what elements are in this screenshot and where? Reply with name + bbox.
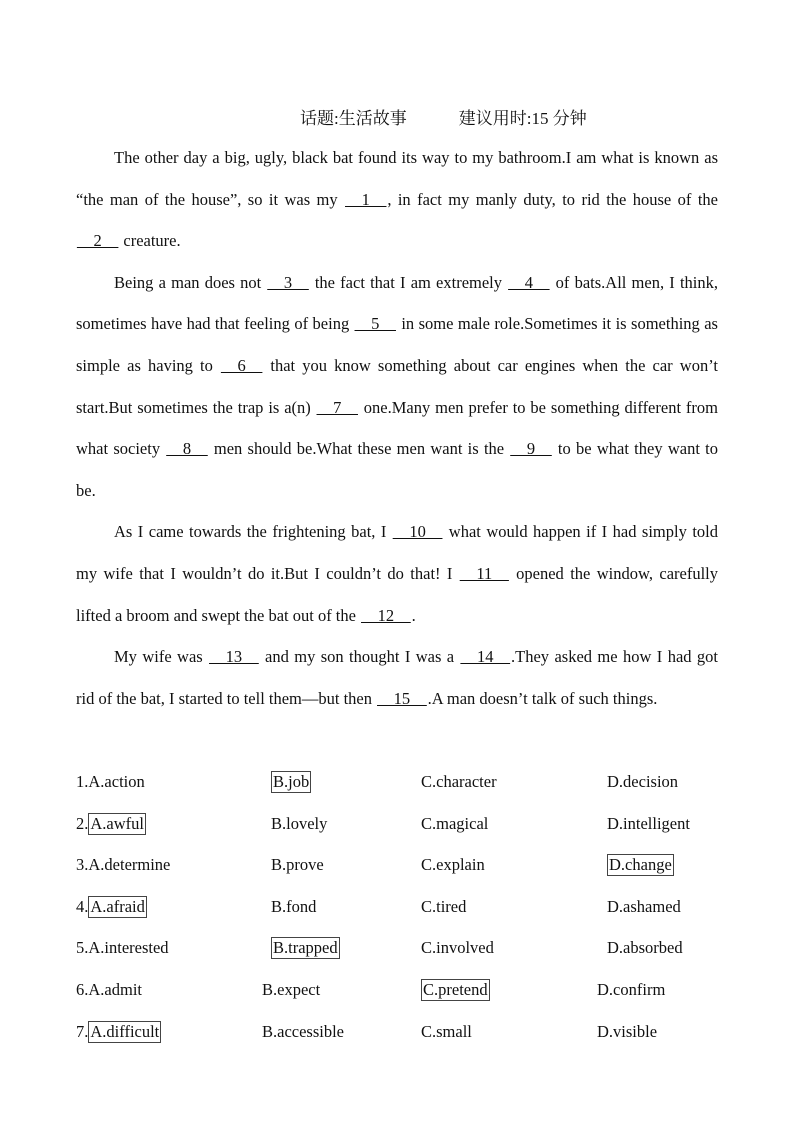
blank-10: __10__ [392,522,443,542]
option-c-label: C.explain [421,855,485,875]
option-c [421,886,466,928]
question-row [76,969,736,1011]
option-d-label: D.visible [597,1021,658,1041]
option-a-label: A.action [88,772,145,791]
passage-text: . [411,605,416,625]
option-b-label: B.accessible [262,1021,345,1041]
option-d-label: D.decision [607,772,679,791]
option-c-label: C.pretend [423,979,488,999]
question-number: 5. [76,938,89,958]
question-number: 7. [76,1021,89,1041]
option-b-label: B.lovely [271,813,328,833]
option-b [271,803,327,845]
cloze-passage [76,137,718,719]
passage-text: creature. [119,231,181,251]
blank-14: __14__ [460,647,511,667]
option-a-label: A.awful [90,813,144,833]
option-d-label: D.ashamed [607,896,681,916]
blank-8: __8__ [166,439,208,459]
blank-9: __9__ [510,439,552,459]
option-c [421,1011,472,1053]
question-number: 6. [76,979,89,999]
option-d [597,1011,657,1053]
option-b [271,844,324,886]
paragraph-2 [76,262,718,512]
option-d [597,969,665,1011]
option-a-label: A.interested [88,938,169,958]
blank-4: __4__ [508,272,550,292]
passage-text: and my son thought I was a [259,647,460,667]
option-c [421,803,488,845]
option-d [607,844,674,886]
option-b-label: B.fond [271,896,317,916]
answer-options [76,761,736,1052]
option-b-label: B.prove [271,855,324,875]
option-a [76,886,147,928]
question-row [76,1011,736,1053]
passage-text: opened the window, carefully lifted a broom and swept the bat out of the [76,563,719,625]
option-c [421,844,485,886]
option-d-label: D.confirm [597,979,666,999]
option-a-label: A.determine [88,855,171,875]
option-d-label: D.absorbed [607,938,683,958]
paragraph-3 [76,511,718,636]
question-number: 4. [76,896,89,916]
topic-header [300,104,587,129]
passage-text: .A man doesn’t talk of such things. [427,688,658,708]
blank-11: __11__ [459,563,509,583]
option-a-label: A.admit [88,979,142,999]
blank-12: __12__ [361,605,411,625]
option-d-label: D.change [609,855,672,875]
option-c-label: C.small [421,1021,472,1041]
blank-13: __13__ [209,647,259,667]
option-d [607,803,690,845]
passage-text: As I came towards the frightening bat, I [114,522,392,542]
question-row [76,761,736,803]
option-d [607,927,683,969]
option-c [421,969,490,1011]
option-b [262,1011,344,1053]
question-row [76,844,736,886]
option-d [607,886,681,928]
blank-5: __5__ [354,314,396,334]
passage-text: in some male role.Sometimes it is something as simple as having to [76,314,718,375]
option-c-label: C.magical [421,813,489,833]
blank-15: __15__ [377,688,427,708]
option-b [271,761,311,803]
passage-text: of bats.All men, I think, sometimes have had that feeling of being [76,272,718,334]
paragraph-4 [76,636,718,719]
option-a-label: A.difficult [90,1021,160,1041]
option-a [76,969,142,1011]
option-a [76,927,169,969]
passage-text: what would happen if I had simply told my wife that I wouldn’t do it.But I couldn’t do that! I [76,522,718,583]
option-a [76,803,146,845]
option-b [262,969,320,1011]
topic-label: 话题:生活故事 [300,109,407,128]
question-row [76,886,736,928]
option-b [271,886,316,928]
option-c [421,761,497,803]
option-c-label: C.involved [421,938,494,958]
option-c-label: C.character [421,772,497,791]
option-d-label: D.intelligent [607,813,690,833]
passage-text: My wife was [114,647,209,667]
passage-text: to be what they want to be. [76,439,719,500]
option-a [76,844,170,886]
passage-text: The other day a big, ugly, black bat found its way to my bathroom.I am what is known as “the man of the house”, so it was my [76,148,718,209]
passage-text: men should be.What these men want is the [208,439,510,459]
option-a [76,1011,161,1053]
blank-6: __6__ [221,355,263,375]
passage-text: , in fact my manly duty, to rid the house of the [387,189,718,209]
time-label: 建议用时:15 分钟 [458,109,587,128]
blank-1: __1__ [345,189,387,209]
blank-2: __2__ [77,231,119,251]
option-b-label: B.trapped [273,938,338,958]
passage-text: Being a man does not [114,272,267,292]
passage-text: .They asked me how I had got rid of the bat, I started to tell them—but then [76,647,718,708]
option-c [421,927,494,969]
option-b [271,927,340,969]
option-c-label: C.tired [421,896,467,916]
question-number: 3. [76,855,89,875]
option-d [607,761,678,803]
option-a [76,761,145,803]
passage-text: that you know something about car engines when the car won’t start.But sometimes the trap is a(n) [76,355,719,417]
question-row [76,803,736,845]
paragraph-1 [76,137,718,262]
question-number: 1. [76,772,89,791]
question-row [76,927,736,969]
blank-3: __3__ [267,272,309,292]
passage-text: one.Many men prefer to be something different from what society [76,397,718,459]
option-b-label: B.job [273,772,310,791]
question-number: 2. [76,813,89,833]
passage-text: the fact that I am extremely [309,272,508,292]
option-b-label: B.expect [262,979,321,999]
option-a-label: A.afraid [90,896,145,916]
blank-7: __7__ [316,397,358,417]
